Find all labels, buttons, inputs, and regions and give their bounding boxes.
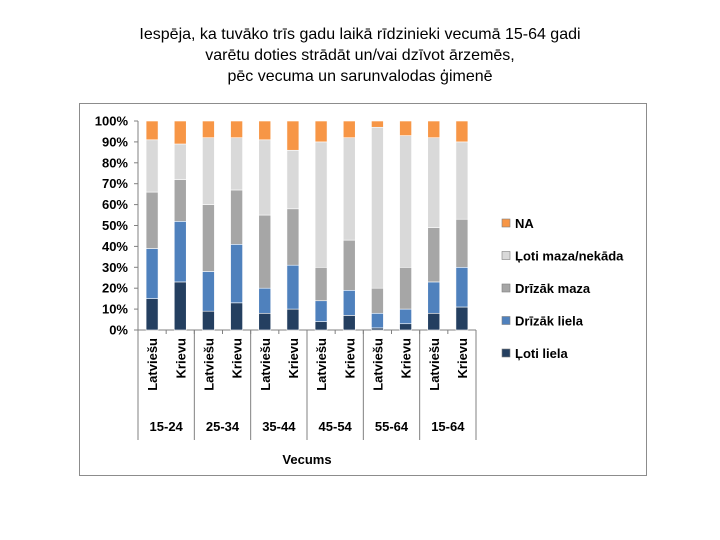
y-tick-label: 10% [101, 301, 128, 317]
bar-segment [146, 248, 158, 298]
bar-segment [371, 328, 383, 330]
bar-segment [287, 265, 299, 309]
bar-segment [343, 315, 355, 330]
category-label: Latviešu [314, 338, 330, 391]
bar-segment [174, 121, 186, 144]
category-label: Krievu [285, 338, 301, 379]
group-label: 15-64 [431, 419, 465, 434]
bar-segment [231, 121, 243, 138]
bar-segment [174, 144, 186, 180]
bar-segment [287, 309, 299, 330]
bar-segment [315, 301, 327, 322]
bar-segment [287, 121, 299, 150]
y-tick-label: 0% [109, 322, 128, 338]
y-tick-label: 60% [101, 197, 128, 213]
bar-segment [371, 288, 383, 313]
bar-segment [371, 127, 383, 288]
bar-segment [231, 244, 243, 303]
category-label: Krievu [398, 338, 414, 379]
bar-segment [456, 307, 468, 330]
bar-segment [456, 142, 468, 219]
bar-segment [456, 267, 468, 307]
category-label: Latviešu [370, 338, 386, 391]
bar-segment [371, 121, 383, 127]
bar-segment [456, 219, 468, 267]
legend-swatch [502, 349, 510, 357]
y-tick-label: 50% [101, 218, 128, 233]
bar-segment [315, 142, 327, 267]
chart-title-line-3: pēc vecuma un sarunvalodas ģimenē [227, 68, 493, 85]
category-label: Latviešu [201, 338, 217, 391]
legend-swatch [502, 219, 510, 227]
y-tick-label: 20% [101, 280, 128, 296]
bar-segment [259, 140, 271, 215]
chart-title-line-1: Iespēja, ka tuvāko trīs gadu laikā rīdzinieki vecumā 15-64 gadi [139, 26, 581, 43]
y-tick-label: 80% [101, 155, 128, 171]
category-label: Krievu [229, 338, 245, 379]
bar-segment [428, 138, 440, 228]
legend-swatch [502, 284, 510, 292]
bar-segment [428, 228, 440, 282]
chart-title-line-2: varētu doties strādāt un/vai dzīvot ārzemēs, [205, 47, 515, 64]
bar-segment [259, 121, 271, 140]
legend-swatch [502, 317, 510, 325]
group-label: 45-54 [318, 419, 352, 434]
bar-segment [428, 282, 440, 313]
y-tick-label: 100% [94, 113, 128, 129]
bar-segment [146, 299, 158, 330]
y-tick-label: 70% [101, 176, 128, 192]
bar-segment [343, 121, 355, 138]
y-tick-label: 30% [101, 259, 128, 275]
bar-segment [174, 282, 186, 330]
bar-segment [202, 311, 214, 330]
bar-segment [400, 309, 412, 324]
legend-swatch [502, 252, 510, 260]
bar-segment [174, 221, 186, 282]
bar-segment [287, 209, 299, 265]
category-label: Latviešu [257, 338, 273, 391]
bar-segment [146, 140, 158, 192]
bar-segment [287, 150, 299, 209]
bar-segment [315, 121, 327, 142]
bar-segment [231, 303, 243, 330]
bar-segment [231, 190, 243, 244]
bar-segment [259, 288, 271, 313]
legend-label: Ļoti maza/nekāda [515, 248, 624, 264]
bar-segment [202, 138, 214, 205]
bar-segment [231, 138, 243, 190]
legend-label: Ļoti liela [515, 346, 568, 361]
bar-segment [456, 121, 468, 142]
group-label: 35-44 [262, 419, 296, 434]
category-label: Krievu [342, 338, 358, 379]
bar-segment [315, 267, 327, 300]
bar-segment [174, 180, 186, 222]
bar-segment [202, 205, 214, 272]
legend-label: Drīzāk liela [515, 313, 583, 329]
bar-segment [146, 121, 158, 140]
category-label: Latviešu [145, 338, 161, 391]
bar-segment [428, 121, 440, 138]
bar-segment [315, 322, 327, 330]
bar-segment [146, 192, 158, 248]
x-axis-title: Vecums [282, 452, 332, 467]
bar-segment [202, 121, 214, 138]
group-label: 25-34 [205, 419, 240, 434]
bar-segment [343, 290, 355, 315]
bar-segment [400, 324, 412, 330]
bar-segment [343, 138, 355, 240]
bar-segment [343, 240, 355, 290]
bar-segment [202, 271, 214, 311]
group-label: 15-24 [149, 419, 183, 434]
bar-segment [371, 313, 383, 328]
bar-segment [428, 313, 440, 330]
y-tick-label: 40% [101, 238, 128, 254]
group-label: 55-64 [374, 419, 409, 434]
bar-segment [259, 313, 271, 330]
category-label: Krievu [173, 338, 189, 379]
bar-segment [400, 267, 412, 309]
bar-segment [400, 121, 412, 136]
legend-label: Drīzāk maza [515, 281, 591, 296]
category-label: Latviešu [426, 338, 442, 391]
legend-label: NA [515, 216, 534, 231]
bar-segment [400, 136, 412, 268]
y-tick-label: 90% [101, 134, 128, 150]
category-label: Krievu [454, 338, 470, 379]
bar-segment [259, 215, 271, 288]
